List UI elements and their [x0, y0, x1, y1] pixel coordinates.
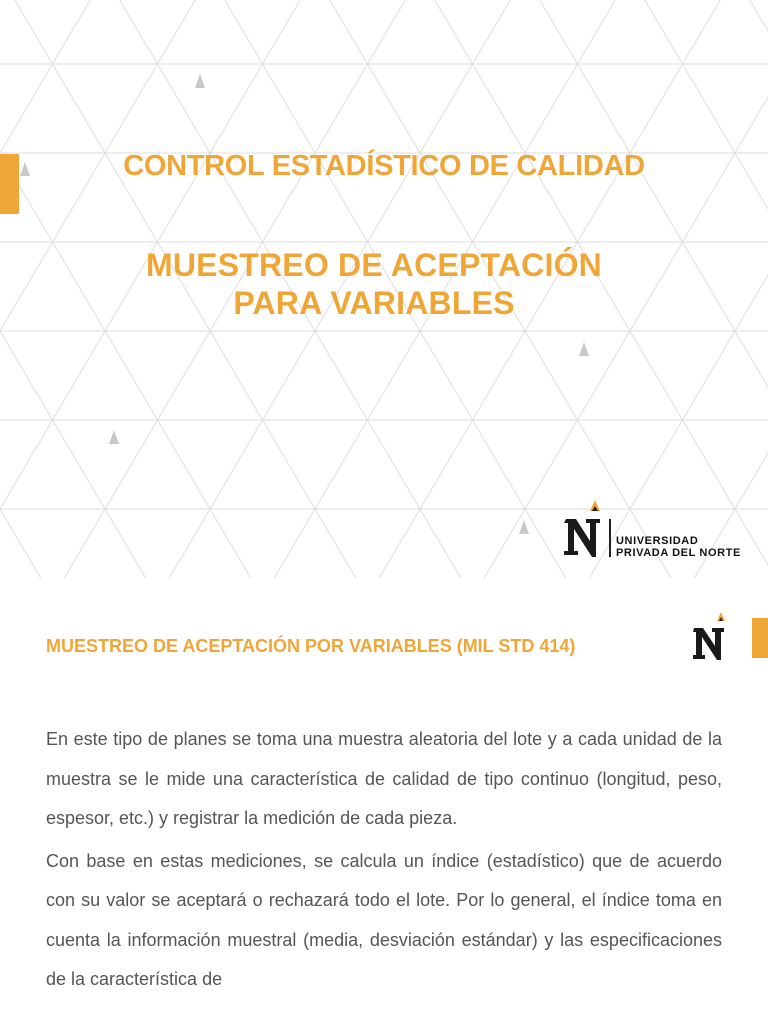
paragraph-1: En este tipo de planes se toma una muestra aleatoria del lote y a cada unidad de la muestra se le mide una característica de calidad de tipo continuo (longitud, peso, espesor, etc.) y registrar la medición de cada pieza. — [46, 729, 722, 828]
section-heading: MUESTREO DE ACEPTACIÓN POR VARIABLES (MIL STD 414) — [46, 636, 576, 656]
slide-title: CONTROL ESTADÍSTICO DE CALIDAD — [123, 150, 645, 182]
upn-logo-small — [688, 598, 738, 662]
slide-subtitle — [0, 246, 748, 322]
university-name-line-2: PRIVADA DEL NORTE — [616, 547, 741, 559]
body-text — [46, 720, 722, 1003]
logo-separator — [609, 519, 611, 557]
subtitle-line-2: PARA VARIABLES — [233, 285, 515, 321]
right-accent-bar — [752, 618, 768, 658]
subtitle-line-1: MUESTREO DE ACEPTACIÓN — [146, 247, 602, 283]
slide-gap — [0, 578, 768, 586]
university-name-line-1: UNIVERSIDAD — [616, 535, 699, 547]
paragraph-2: Con base en estas mediciones, se calcula un índice (estadístico) que de acuerdo con su valor se aceptará o rechazará todo el lote. Por lo general, el índice toma en cuenta la información muestral (media, desviación estándar) y las especificaciones de la característica de — [46, 850, 722, 989]
university-name — [616, 535, 741, 559]
content-slide — [0, 586, 768, 1024]
